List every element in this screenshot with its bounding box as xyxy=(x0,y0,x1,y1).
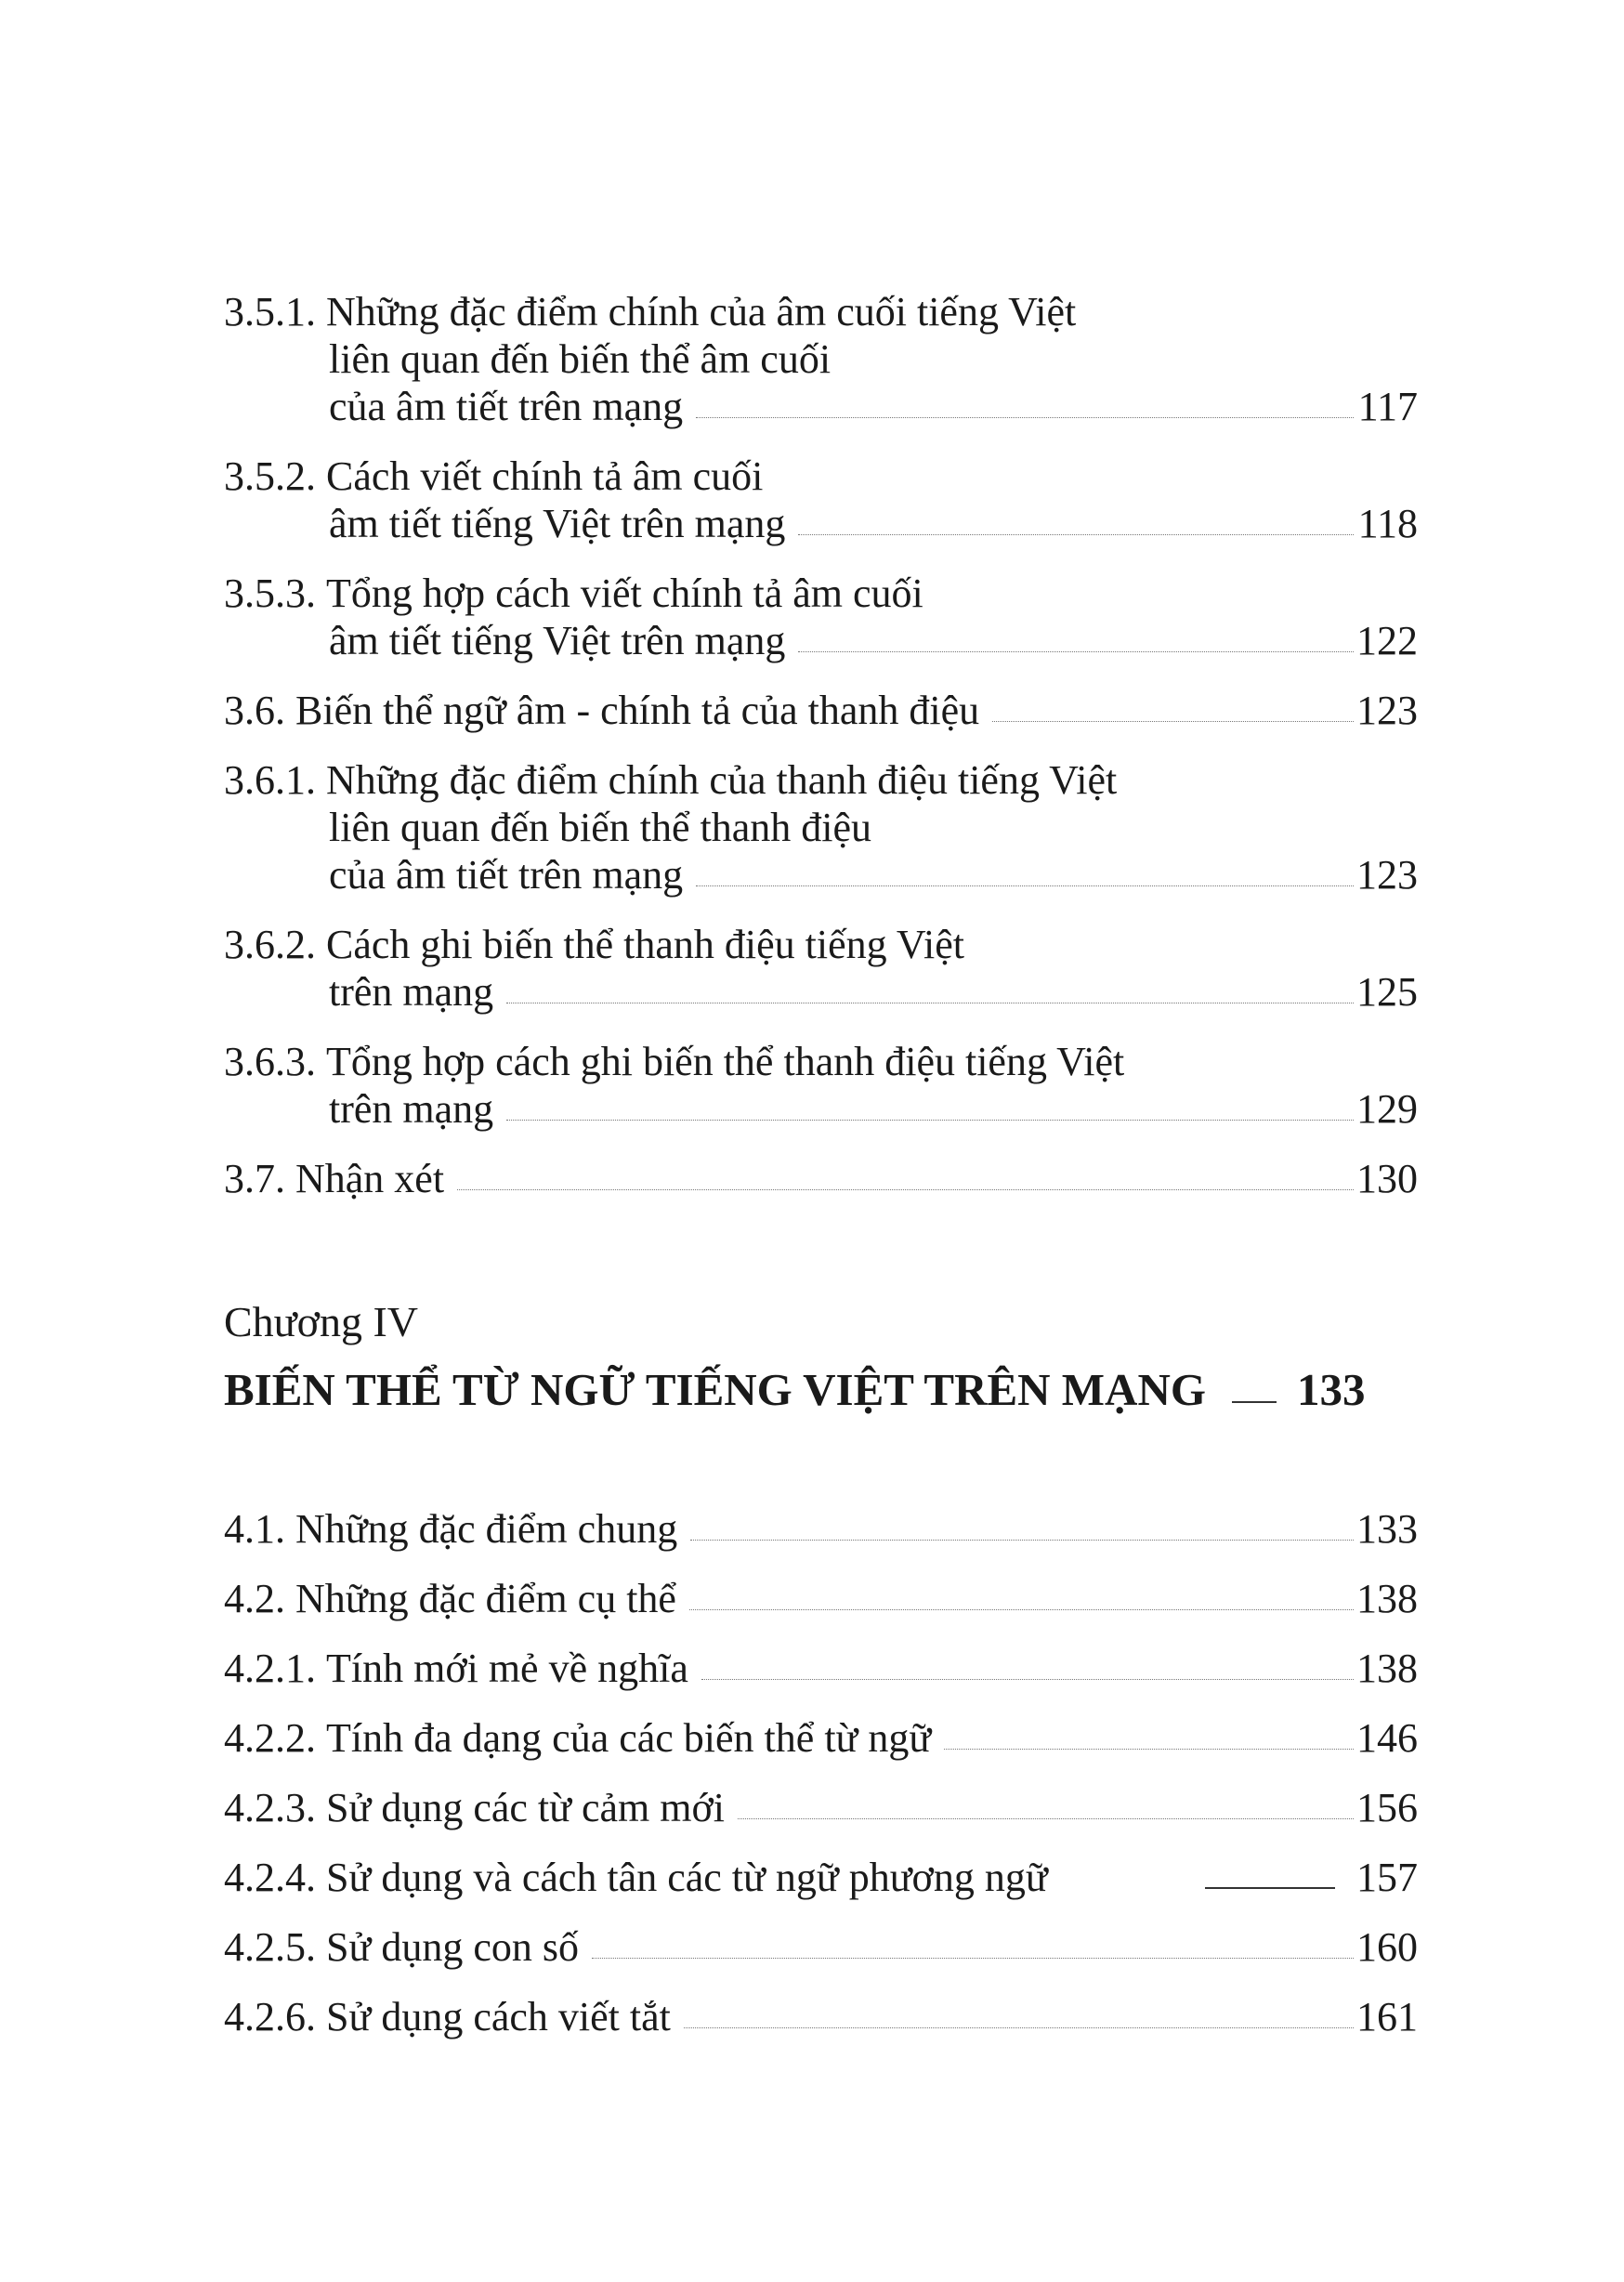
leader-dots xyxy=(696,885,1354,886)
section-number: 3.6. xyxy=(224,688,285,733)
page-number: 130 xyxy=(1356,1156,1418,1201)
sections-chapter-4 xyxy=(224,1505,1418,2040)
section-title: Cách viết chính tả âm cuối xyxy=(326,453,764,499)
chapter-title-row xyxy=(224,1356,1418,1423)
section-number: 4.2.4. xyxy=(224,1855,316,1900)
section-title: âm tiết tiếng Việt trên mạng xyxy=(329,501,786,546)
section-title: Sử dụng và cách tân các từ ngữ phương ngữ xyxy=(326,1855,1048,1900)
toc-entry[interactable] xyxy=(224,1505,1418,1553)
chapter-title: BIẾN THỂ TỪ NGỮ TIẾNG VIỆT TRÊN MẠNG xyxy=(224,1364,1206,1415)
leader-dots xyxy=(738,1818,1354,1819)
page-number: 117 xyxy=(1357,384,1418,429)
section-number: 4.2.1. xyxy=(224,1646,316,1691)
toc-entry-line xyxy=(224,1085,1418,1133)
section-title: liên quan đến biến thể thanh điệu xyxy=(329,805,872,850)
toc-entry-line xyxy=(224,288,1418,335)
section-title: Tính đa dạng của các biến thể từ ngữ xyxy=(326,1715,932,1761)
section-number: 3.5.2. xyxy=(224,453,316,499)
page-number: 156 xyxy=(1356,1785,1418,1830)
section-title: Tổng hợp cách ghi biến thể thanh điệu tiếng Việt xyxy=(326,1039,1125,1084)
table-of-contents xyxy=(224,288,1418,2063)
section-title: trên mạng xyxy=(329,969,494,1015)
toc-entry[interactable] xyxy=(224,1155,1418,1202)
section-title: Những đặc điểm cụ thể xyxy=(295,1576,676,1621)
page-number: 133 xyxy=(1356,1506,1418,1552)
leader-dots xyxy=(684,2027,1354,2028)
section-number: 3.5.3. xyxy=(224,570,316,616)
leader-dots xyxy=(506,1120,1354,1121)
section-number: 3.6.1. xyxy=(224,757,316,803)
section-title: Tính mới mẻ về nghĩa xyxy=(326,1646,688,1691)
sections-chapter-3 xyxy=(224,288,1418,1202)
page-number: 138 xyxy=(1356,1576,1418,1621)
leader-dots xyxy=(457,1189,1354,1190)
section-title: của âm tiết trên mạng xyxy=(329,384,684,429)
toc-entry-line xyxy=(224,452,1418,500)
page-number: 138 xyxy=(1356,1646,1418,1691)
toc-entry-line xyxy=(224,1714,1418,1762)
page-number: 146 xyxy=(1356,1715,1418,1761)
page-number: 122 xyxy=(1356,618,1418,663)
leader-line xyxy=(1232,1401,1277,1403)
toc-entry-line xyxy=(224,756,1418,804)
section-number: 3.5.1. xyxy=(224,289,316,334)
toc-entry-line xyxy=(224,1923,1418,1971)
section-number: 4.2.3. xyxy=(224,1785,316,1830)
page-number: 129 xyxy=(1356,1086,1418,1132)
section-number: 3.7. xyxy=(224,1156,285,1201)
page-number: 161 xyxy=(1356,1994,1418,2039)
section-title: Sử dụng con số xyxy=(326,1924,579,1970)
toc-entry[interactable] xyxy=(224,1645,1418,1692)
section-title: Nhận xét xyxy=(295,1156,445,1201)
toc-entry[interactable] xyxy=(224,1714,1418,1762)
toc-entry[interactable] xyxy=(224,1784,1418,1831)
section-number: 4.2.6. xyxy=(224,1994,316,2039)
toc-entry-line xyxy=(224,1575,1418,1622)
toc-entry[interactable] xyxy=(224,1854,1418,1901)
toc-entry-line xyxy=(224,687,1418,734)
page-number: 123 xyxy=(1356,688,1418,733)
toc-entry-line xyxy=(224,1784,1418,1831)
leader-dots xyxy=(592,1958,1354,1959)
chapter-label: Chương IV xyxy=(224,1298,418,1345)
toc-entry-line xyxy=(224,1155,1418,1202)
toc-entry[interactable] xyxy=(224,756,1418,898)
section-number: 4.2.5. xyxy=(224,1924,316,1970)
toc-entry-line xyxy=(224,968,1418,1016)
section-title: Sử dụng cách viết tắt xyxy=(326,1994,671,2039)
toc-entry-line xyxy=(224,500,1418,547)
toc-entry-line xyxy=(224,570,1418,617)
section-title: Biến thể ngữ âm - chính tả của thanh điệu xyxy=(295,688,980,733)
section-title: Những đặc điểm chính của thanh điệu tiếng Việt xyxy=(326,757,1118,803)
toc-entry-line xyxy=(224,804,1418,851)
section-title: của âm tiết trên mạng xyxy=(329,852,684,898)
section-title: Những đặc điểm chính của âm cuối tiếng Việt xyxy=(326,289,1077,334)
leader-dots xyxy=(689,1609,1354,1610)
toc-entry[interactable] xyxy=(224,1575,1418,1622)
toc-entry-line xyxy=(224,1993,1418,2040)
section-title: Cách ghi biến thể thanh điệu tiếng Việt xyxy=(326,922,964,967)
section-number: 4.2.2. xyxy=(224,1715,316,1761)
section-title: Tổng hợp cách viết chính tả âm cuối xyxy=(326,570,923,616)
section-title: âm tiết tiếng Việt trên mạng xyxy=(329,618,786,663)
leader-dots xyxy=(696,417,1354,418)
toc-entry[interactable] xyxy=(224,1993,1418,2040)
page-number: 160 xyxy=(1356,1924,1418,1970)
section-number: 3.6.3. xyxy=(224,1039,316,1084)
toc-entry[interactable] xyxy=(224,452,1418,547)
toc-entry-line xyxy=(224,1645,1418,1692)
toc-entry[interactable] xyxy=(224,570,1418,664)
toc-entry-line xyxy=(224,921,1418,968)
page-number: 123 xyxy=(1356,852,1418,898)
toc-entry-line xyxy=(224,1038,1418,1085)
toc-entry[interactable] xyxy=(224,1038,1418,1133)
page-number: 118 xyxy=(1357,501,1418,546)
section-title: Sử dụng các từ cảm mới xyxy=(326,1785,725,1830)
leader-dots xyxy=(798,651,1354,652)
leader-dots xyxy=(798,534,1354,535)
toc-entry-line xyxy=(224,851,1418,898)
toc-entry[interactable] xyxy=(224,1923,1418,1971)
toc-entry-line xyxy=(224,1505,1418,1553)
leader-dots xyxy=(1205,1887,1335,1889)
toc-entry-line xyxy=(224,383,1418,430)
chapter-heading[interactable] xyxy=(224,1288,1418,1423)
toc-entry-line xyxy=(224,335,1418,383)
toc-entry-line xyxy=(224,617,1418,664)
leader-dots xyxy=(944,1749,1354,1750)
section-title: liên quan đến biến thể âm cuối xyxy=(329,336,832,382)
leader-dots xyxy=(701,1679,1354,1680)
section-title: Những đặc điểm chung xyxy=(295,1506,678,1552)
chapter-page-number: 133 xyxy=(1296,1364,1366,1415)
leader-dots xyxy=(690,1540,1354,1541)
toc-entry[interactable] xyxy=(224,288,1418,430)
leader-dots xyxy=(992,721,1354,722)
toc-entry[interactable] xyxy=(224,687,1418,734)
toc-entry-line xyxy=(224,1854,1418,1901)
toc-entry[interactable] xyxy=(224,921,1418,1016)
section-number: 4.2. xyxy=(224,1576,285,1621)
section-title: trên mạng xyxy=(329,1086,494,1132)
page-number: 125 xyxy=(1356,969,1418,1015)
section-number: 3.6.2. xyxy=(224,922,316,967)
section-number: 4.1. xyxy=(224,1506,285,1552)
page-number: 157 xyxy=(1356,1855,1418,1900)
